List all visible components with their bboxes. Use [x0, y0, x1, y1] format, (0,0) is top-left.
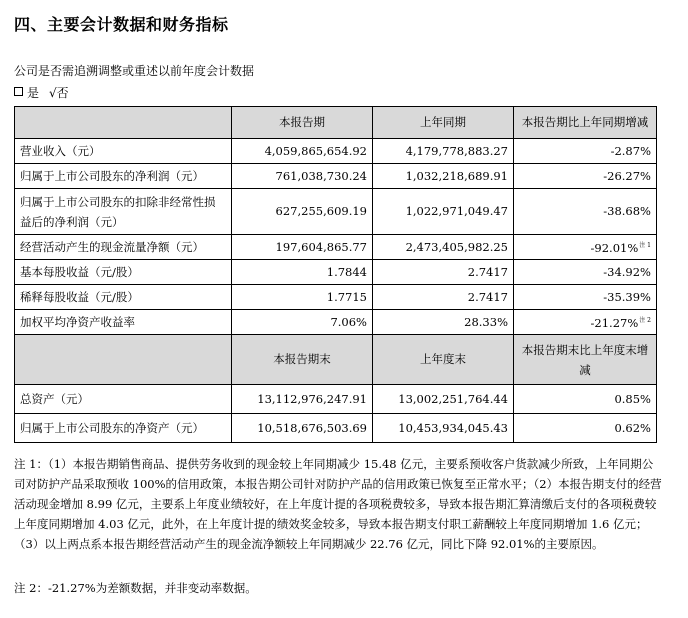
table-row	[15, 260, 657, 285]
current-value: 13,112,976,247.91	[232, 385, 373, 414]
change-value: -38.68%	[514, 189, 657, 235]
section-title: 四、主要会计数据和财务指标	[14, 15, 229, 34]
row-label: 归属于上市公司股东的扣除非经常性损益后的净利润（元）	[15, 189, 232, 235]
current-value: 761,038,730.24	[232, 164, 373, 189]
current-value: 1.7844	[232, 260, 373, 285]
prior-value: 2,473,405,982.25	[373, 235, 514, 260]
row-label: 营业收入（元）	[15, 139, 232, 164]
note-2: 注 2：-21.27%为差额数据，并非变动率数据。	[14, 581, 257, 595]
change-value: -26.27%	[514, 164, 657, 189]
table1-header-blank	[15, 107, 232, 139]
table-row	[15, 414, 657, 443]
table-row	[15, 164, 657, 189]
restatement-options	[14, 84, 69, 101]
checkbox-yes-icon	[14, 87, 23, 96]
current-value: 10,518,676,503.69	[232, 414, 373, 443]
row-label: 经营活动产生的现金流量净额（元）	[15, 235, 232, 260]
prior-value: 2.7417	[373, 260, 514, 285]
table2-header-prior: 上年度末	[373, 335, 514, 385]
current-value: 197,604,865.77	[232, 235, 373, 260]
current-value: 1.7715	[232, 285, 373, 310]
current-value: 7.06%	[232, 310, 373, 335]
table1-header-prior: 上年同期	[373, 107, 514, 139]
table-row	[15, 235, 657, 260]
footnote-ref: 注 1	[639, 242, 651, 249]
row-label: 归属于上市公司股东的净资产（元）	[15, 414, 232, 443]
change-value: -35.39%	[514, 285, 657, 310]
table-row	[15, 385, 657, 414]
prior-value: 28.33%	[373, 310, 514, 335]
table2-header-current: 本报告期末	[232, 335, 373, 385]
row-label: 加权平均净资产收益率	[15, 310, 232, 335]
row-label: 归属于上市公司股东的净利润（元）	[15, 164, 232, 189]
footnote-ref: 注 2	[639, 317, 651, 324]
prior-value: 1,022,971,049.47	[373, 189, 514, 235]
change-value	[514, 235, 657, 260]
change-value: 0.85%	[514, 385, 657, 414]
option-yes-label: 是	[27, 86, 40, 100]
row-label: 总资产（元）	[15, 385, 232, 414]
prior-value: 4,179,778,883.27	[373, 139, 514, 164]
change-value-text: -21.27%	[590, 316, 639, 330]
table1-header-row	[15, 107, 657, 139]
table1-header-current: 本报告期	[232, 107, 373, 139]
table2-header-change: 本报告期末比上年度末增减	[514, 335, 657, 385]
change-value: -34.92%	[514, 260, 657, 285]
table2-header-row	[15, 335, 657, 385]
financial-indicators-table	[14, 106, 657, 443]
change-value	[514, 310, 657, 335]
current-value: 627,255,609.19	[232, 189, 373, 235]
option-no-label: 否	[56, 86, 69, 100]
table2-header-blank	[15, 335, 232, 385]
prior-value: 2.7417	[373, 285, 514, 310]
table-row	[15, 139, 657, 164]
prior-value: 10,453,934,045.43	[373, 414, 514, 443]
change-value: 0.62%	[514, 414, 657, 443]
table-row	[15, 310, 657, 335]
row-label: 稀释每股收益（元/股）	[15, 285, 232, 310]
prior-value: 1,032,218,689.91	[373, 164, 514, 189]
table1-header-change: 本报告期比上年同期增减	[514, 107, 657, 139]
change-value-text: -92.01%	[590, 241, 639, 255]
change-value: -2.87%	[514, 139, 657, 164]
checkmark-icon: √	[49, 86, 57, 100]
row-label: 基本每股收益（元/股）	[15, 260, 232, 285]
prior-value: 13,002,251,764.44	[373, 385, 514, 414]
note-1: 注 1：（1）本报告期销售商品、提供劳务收到的现金较上年同期减少 15.48 亿元，主要系预收客户货款减少所致，上年同期公司对防护产品采取预收 100%的信用政策，本报告期公司针对防护产品的信用政策已恢复至正常水平；（2）本报告期支付的经营活动现金增加 8.99 亿元，主要系上年度业绩较好，在上年度计提的各项税费较多，导致本报告期汇算清缴后支付的各项税费较上年度同期增加 4.03 亿元，此外，在上年度计提的绩效奖金较多，导致本报告期支付职工薪酬较上年度同期增加 1.6 亿元；（3）以上两点系本报告期经营活动产生的现金流净额较上年同期减少 22.76 亿元，同比下降 92.01%的主要原因。	[14, 457, 662, 551]
table-row	[15, 285, 657, 310]
current-value: 4,059,865,654.92	[232, 139, 373, 164]
table-row	[15, 189, 657, 235]
restatement-question: 公司是否需追溯调整或重述以前年度会计数据	[14, 64, 255, 78]
